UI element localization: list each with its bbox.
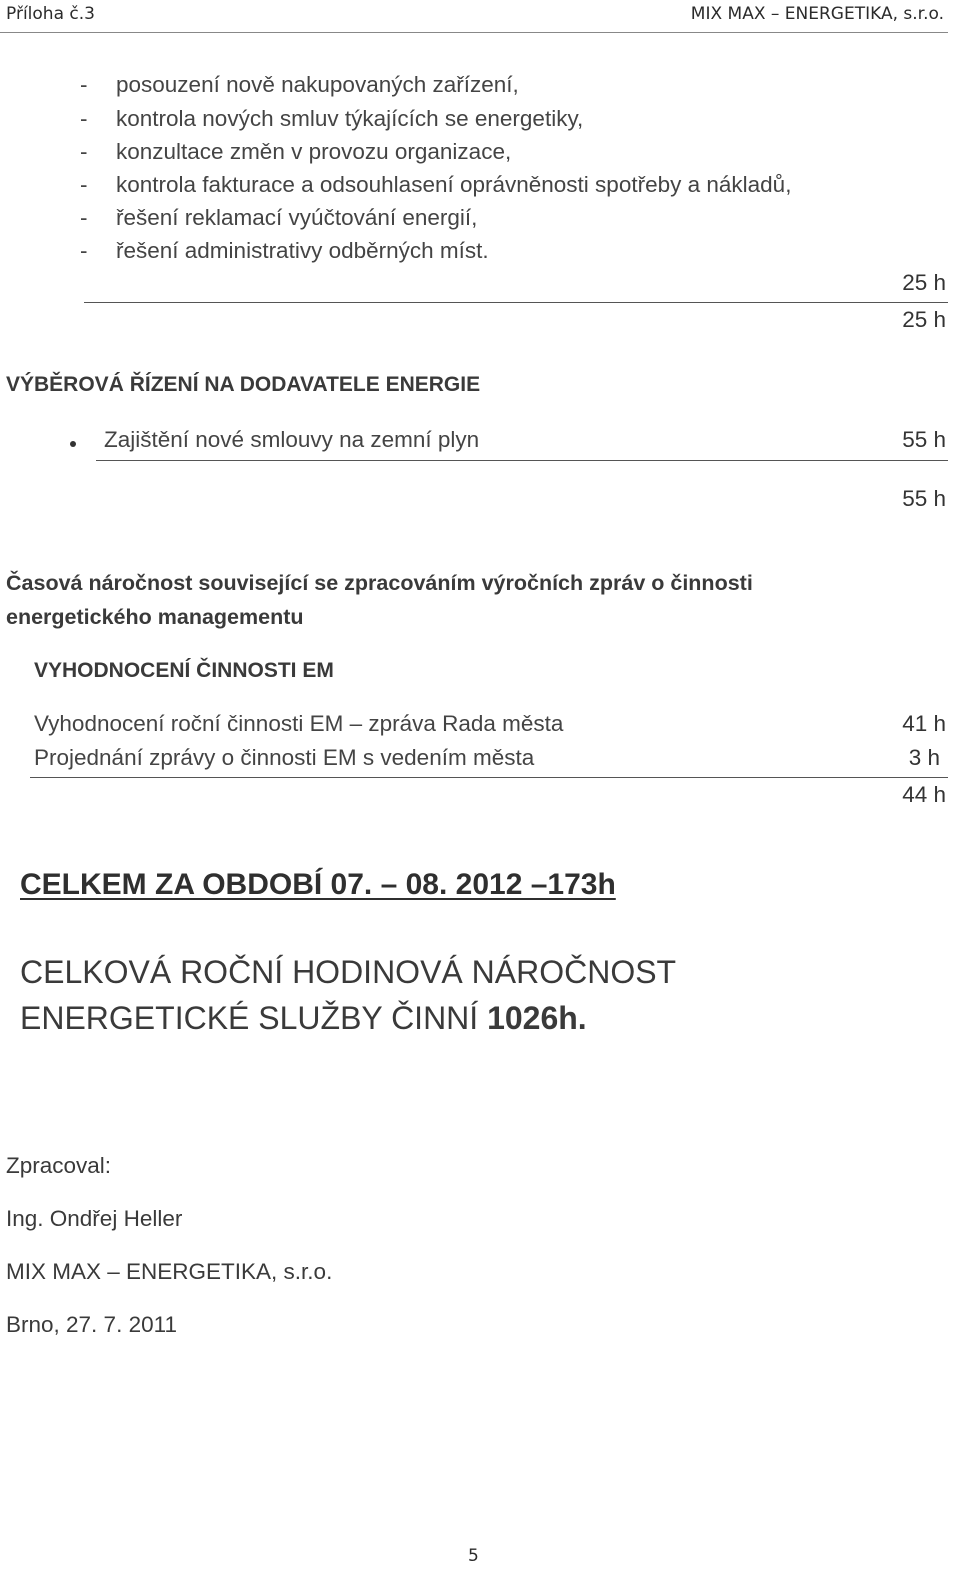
section2-item-label: Zajištění nové smlouvy na zemní plyn <box>104 427 480 452</box>
page-number: 5 <box>468 1546 479 1566</box>
section2-divider <box>96 460 948 461</box>
signature-name: Ing. Ondřej Heller <box>6 1206 183 1231</box>
section1-divider <box>84 302 948 303</box>
section3-row-hours: 3 h <box>908 745 940 770</box>
header-right: MIX MAX – ENERGETIKA, s.r.o. <box>690 4 944 24</box>
signature-company: MIX MAX – ENERGETIKA, s.r.o. <box>6 1259 333 1284</box>
section3-title: VYHODNOCENÍ ČINNOSTI EM <box>34 659 334 682</box>
section2-item-hours: 55 h <box>902 427 946 452</box>
annual-total-value: 1026h. <box>487 1000 587 1036</box>
section3-total-hours: 44 h <box>902 782 946 807</box>
section2-total-hours: 55 h <box>902 486 946 511</box>
annual-total-line1: CELKOVÁ ROČNÍ HODINOVÁ NÁROČNOST <box>20 954 677 990</box>
section3-row-label: Vyhodnocení roční činnosti EM – zpráva Rada města <box>34 711 564 736</box>
signature-label: Zpracoval: <box>6 1153 112 1178</box>
section1-total-hours: 25 h <box>902 307 946 332</box>
section3-intro-line2: energetického managementu <box>6 605 304 629</box>
period-total: CELKEM ZA OBDOBÍ 07. – 08. 2012 –173h <box>20 868 616 901</box>
section3-intro-line1: Časová náročnost související se zpracováním výročních zpráv o činnosti <box>6 571 753 595</box>
section2-title: VÝBĚROVÁ ŘÍZENÍ NA DODAVATELE ENERGIE <box>6 373 481 396</box>
signature-place-date: Brno, 27. 7. 2011 <box>6 1312 177 1337</box>
section3-divider <box>30 777 948 778</box>
annual-total-prefix: ENERGETICKÉ SLUŽBY ČINNÍ <box>20 1000 488 1036</box>
header-left: Příloha č.3 <box>6 4 95 24</box>
section1-item-hours: 25 h <box>902 270 946 295</box>
annual-total-line2 <box>20 996 587 1040</box>
bullet-icon <box>70 441 76 447</box>
header-divider <box>0 32 948 33</box>
section3-row-hours: 41 h <box>902 711 946 736</box>
section3-row-label: Projednání zprávy o činnosti EM s vedením města <box>34 745 535 770</box>
